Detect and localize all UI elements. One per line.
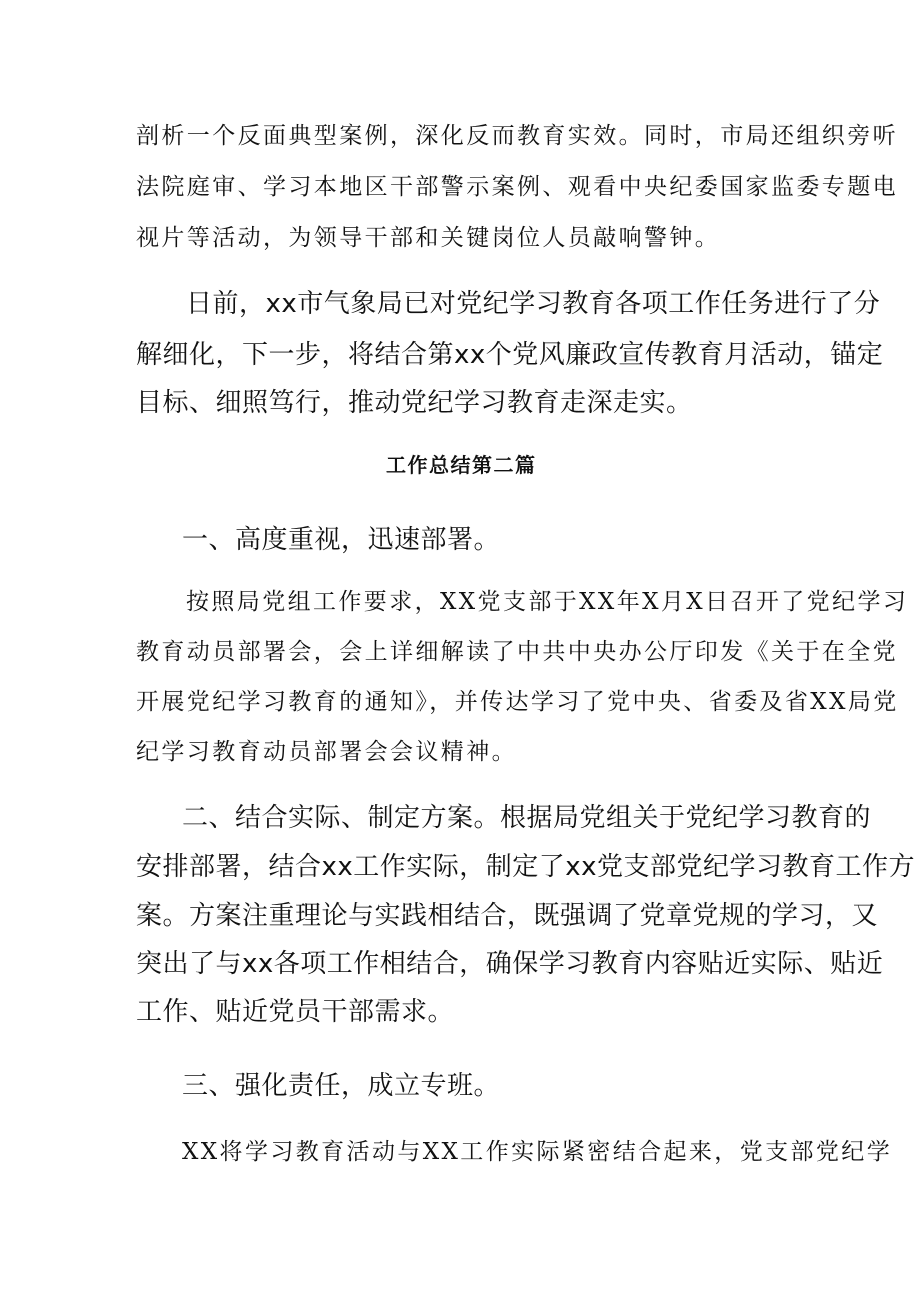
section-title: 工作总结第二篇 — [386, 453, 537, 477]
paragraph-3-line-2: 教育动员部署会，会上详细解读了中共中央办公厅印发《关于在全党 — [136, 639, 898, 665]
paragraph-4-line-2: 安排部署，结合xx工作实际，制定了xx党支部党纪学习教育工作方 — [136, 852, 916, 882]
paragraph-2-line-2: 解细化，下一步，将结合第xx个党风廉政宣传教育月活动，锚定 — [136, 340, 884, 370]
paragraph-1-line-1: 剖析一个反面典型案例，深化反而教育实效。同时，市局还组织旁听 — [136, 123, 898, 149]
paragraph-1-line-3: 视片等活动，为领导干部和关键岗位人员敲响警钟。 — [136, 225, 721, 251]
paragraph-2-line-3: 目标、细照笃行，推动党纪学习教育走深走实。 — [136, 388, 693, 418]
paragraph-5-line-1: XX将学习教育活动与XX工作实际紧密结合起来，党支部党纪学 — [182, 1139, 893, 1165]
paragraph-4-line-4: 突出了与xx各项工作相结合，确保学习教育内容贴近实际、贴近 — [136, 949, 884, 979]
paragraph-3-line-3: 开展党纪学习教育的通知》，并传达学习了党中央、省委及省XX局党 — [136, 689, 899, 715]
paragraph-3-line-4: 纪学习教育动员部署会会议精神。 — [136, 739, 517, 765]
paragraph-4-line-3: 案。方案注重理论与实践相结合，既强调了党章党规的学习，又 — [136, 901, 879, 931]
paragraph-4-line-5: 工作、贴近党员干部需求。 — [136, 997, 455, 1027]
paragraph-2-line-1: 日前，xx市气象局已对党纪学习教育各项工作任务进行了分 — [186, 289, 881, 319]
heading-1: 一、高度重视，迅速部署。 — [182, 525, 501, 555]
paragraph-4-line-1: 二、结合实际、制定方案。根据局党组关于党纪学习教育的 — [182, 803, 872, 833]
paragraph-3-line-1: 按照局党组工作要求，XX党支部于XX年X月X日召开了党纪学习 — [186, 589, 909, 615]
paragraph-1-line-2: 法院庭审、学习本地区干部警示案例、观看中央纪委国家监委专题电 — [136, 174, 898, 200]
heading-3: 三、强化责任，成立专班。 — [182, 1071, 501, 1101]
